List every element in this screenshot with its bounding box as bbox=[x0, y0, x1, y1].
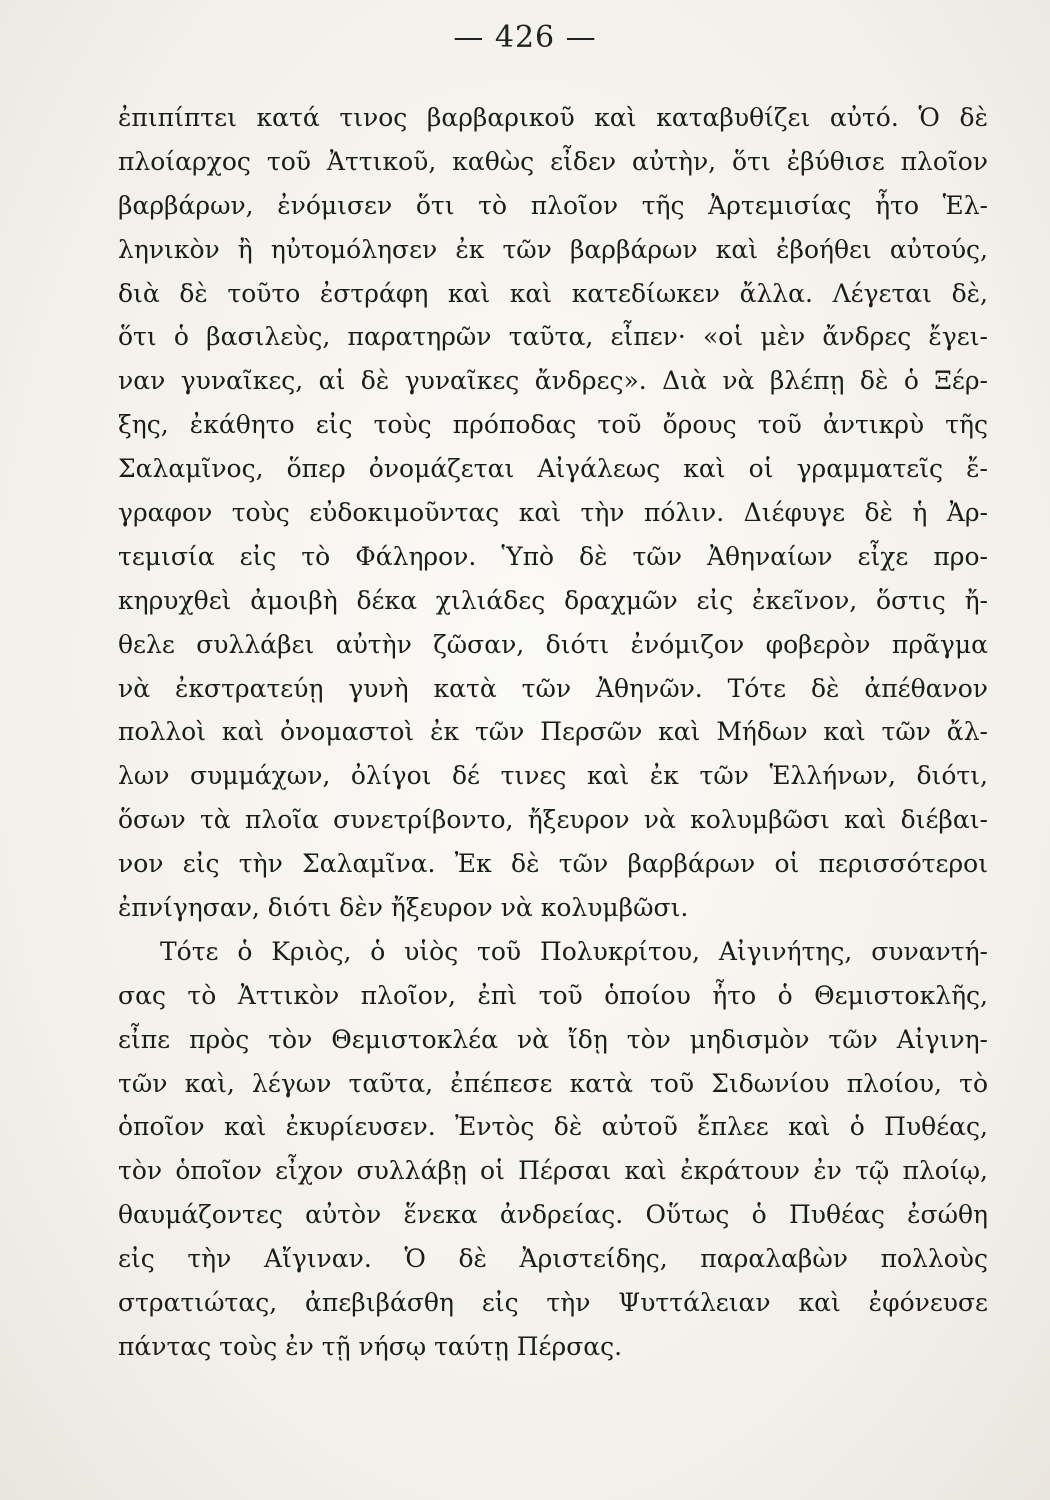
text-line: ὅσων τὰ πλοῖα συνετρίβοντο, ἤξευρον νὰ κολυμβῶσι καὶ διέβαι- bbox=[118, 805, 988, 835]
text-line: πολλοὶ καὶ ὀνομαστοὶ ἐκ τῶν Περσῶν καὶ Μήδων καὶ τῶν ἄλ- bbox=[118, 717, 988, 747]
text-line: τεμισία εἰς τὸ Φάληρον. Ὑπὸ δὲ τῶν Ἀθηναίων εἶχε προ- bbox=[118, 541, 988, 571]
text-line: νὰ ἐκστρατεύῃ γυνὴ κατὰ τῶν Ἀθηνῶν. Τότε δὲ ἀπέθανον bbox=[118, 673, 988, 703]
text-line: σας τὸ Ἀττικὸν πλοῖον, ἐπὶ τοῦ ὁποίου ἦτο ὁ Θεμιστοκλῆς, bbox=[118, 980, 988, 1010]
paragraph-start-line: Τότε ὁ Κριὸς, ὁ υἱὸς τοῦ Πολυκρίτου, Αἰγινήτης, συναντή- bbox=[160, 936, 988, 966]
text-line: πλοίαρχος τοῦ Ἀττικοῦ, καθὼς εἶδεν αὐτὴν, ὅτι ἐβύθισε πλοῖον bbox=[118, 146, 988, 176]
text-line: θαυμάζοντες αὐτὸν ἕνεκα ἀνδρείας. Οὕτως ὁ Πυθέας ἐσώθη bbox=[118, 1200, 988, 1230]
text-line: ξης, ἐκάθητο εἰς τοὺς πρόποδας τοῦ ὄρους τοῦ ἀντικρὺ τῆς bbox=[118, 410, 988, 440]
text-line: βαρβάρων, ἐνόμισεν ὅτι τὸ πλοῖον τῆς Ἀρτεμισίας ἦτο Ἑλ- bbox=[118, 190, 988, 220]
text-line: λων συμμάχων, ὀλίγοι δέ τινες καὶ ἐκ τῶν Ἑλλήνων, διότι, bbox=[118, 761, 988, 791]
text-line: ληνικὸν ἢ ηὐτομόλησεν ἐκ τῶν βαρβάρων καὶ ἐβοήθει αὐτούς, bbox=[118, 234, 988, 264]
text-line: τὸν ὁποῖον εἶχον συλλάβῃ οἱ Πέρσαι καὶ ἐκράτουν ἐν τῷ πλοίῳ, bbox=[118, 1156, 988, 1186]
text-line: εἰς τὴν Αἴγιναν. Ὁ δὲ Ἀριστείδης, παραλαβὼν πολλοὺς bbox=[118, 1244, 988, 1274]
body-text bbox=[118, 96, 988, 1369]
text-line: ὅτι ὁ βασιλεὺς, παρατηρῶν ταῦτα, εἶπεν· «οἱ μὲν ἄνδρες ἔγει- bbox=[118, 322, 988, 352]
text-line: τῶν καὶ, λέγων ταῦτα, ἐπέπεσε κατὰ τοῦ Σιδωνίου πλοίου, τὸ bbox=[118, 1068, 988, 1098]
text-line: Σαλαμῖνος, ὅπερ ὀνομάζεται Αἰγάλεως καὶ οἱ γραμματεῖς ἔ- bbox=[118, 454, 988, 484]
paragraph-end-line: πάντας τοὺς ἐν τῇ νήσῳ ταύτῃ Πέρσας. bbox=[118, 1331, 623, 1361]
text-line: θελε συλλάβει αὐτὴν ζῶσαν, διότι ἐνόμιζον φοβερὸν πρᾶγμα bbox=[118, 629, 988, 659]
text-line: ναν γυναῖκες, αἱ δὲ γυναῖκες ἄνδρες». Διὰ νὰ βλέπῃ δὲ ὁ Ξέρ- bbox=[118, 366, 988, 396]
text-line: εἶπε πρὸς τὸν Θεμιστοκλέα νὰ ἴδῃ τὸν μηδισμὸν τῶν Αἰγινη- bbox=[118, 1024, 988, 1054]
text-line: γραφον τοὺς εὐδοκιμοῦντας καὶ τὴν πόλιν. Διέφυγε δὲ ἡ Ἀρ- bbox=[118, 498, 988, 528]
text-line: στρατιώτας, ἀπεβιβάσθη εἰς τὴν Ψυττάλειαν καὶ ἐφόνευσε bbox=[118, 1288, 988, 1318]
text-line: κηρυχθεὶ ἀμοιβὴ δέκα χιλιάδες δραχμῶν εἰς ἐκεῖνον, ὅστις ἤ- bbox=[118, 585, 988, 615]
text-line: νον εἰς τὴν Σαλαμῖνα. Ἐκ δὲ τῶν βαρβάρων οἱ περισσότεροι bbox=[118, 849, 988, 879]
text-line: διὰ δὲ τοῦτο ἐστράφη καὶ καὶ κατεδίωκεν ἄλλα. Λέγεται δὲ, bbox=[118, 278, 988, 308]
text-line: ἐπιπίπτει κατά τινος βαρβαρικοῦ καὶ καταβυθίζει αὐτό. Ὁ δὲ bbox=[118, 103, 988, 132]
paragraph-end-line: ἐπνίγησαν, διότι δὲν ἤξευρον νὰ κολυμβῶσι. bbox=[118, 893, 689, 923]
text-line: ὁποῖον καὶ ἐκυρίευσεν. Ἐντὸς δὲ αὐτοῦ ἔπλεε καὶ ὁ Πυθέας, bbox=[118, 1112, 988, 1142]
page-number: — 426 — bbox=[453, 20, 597, 55]
